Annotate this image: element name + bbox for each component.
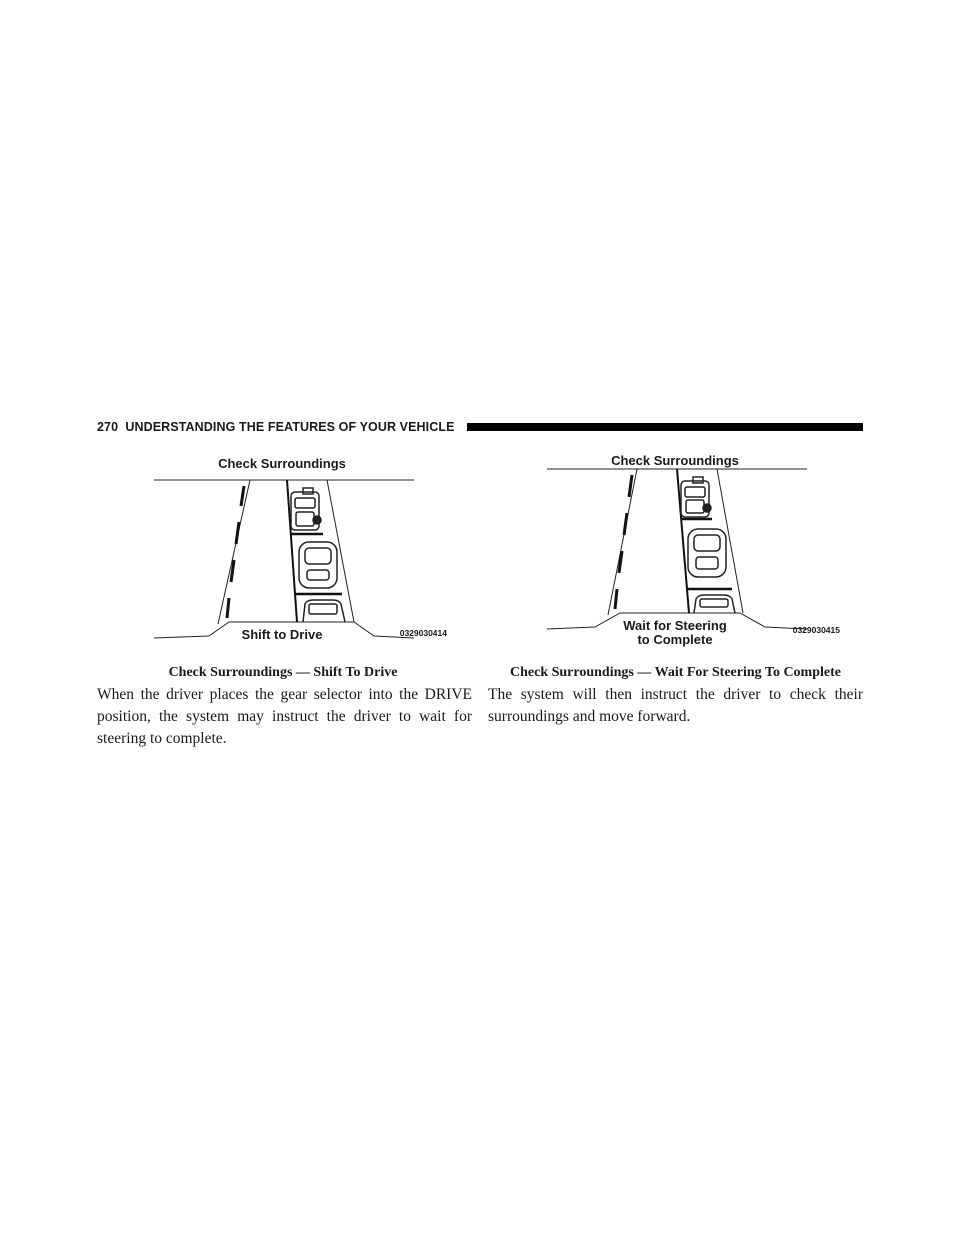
figure-title: Check Surroundings <box>611 453 739 468</box>
running-header <box>97 418 455 436</box>
figure-title: Check Surroundings <box>218 456 346 471</box>
parking-illustration-right <box>540 449 840 645</box>
car-icon <box>299 542 337 588</box>
figure-wait-for-steering <box>540 449 840 645</box>
figure-code: 0329030414 <box>399 628 447 638</box>
figure-code: 0329030415 <box>792 625 840 635</box>
figure-label-line1: Wait for Steering <box>623 618 727 633</box>
figure-shift-to-drive <box>147 452 447 648</box>
page-number: 270 <box>97 420 119 434</box>
parking-illustration-left <box>147 452 447 648</box>
car-icon-rear <box>694 595 735 613</box>
paragraph-right: The system will then instruct the driver to check their surroundings and move forward. <box>488 686 863 725</box>
figure-label: Shift to Drive <box>241 627 323 642</box>
figure-caption-left: Check Surroundings — Shift To Drive <box>168 665 398 680</box>
car-icon <box>688 529 726 577</box>
page-header <box>97 418 863 436</box>
section-title: UNDERSTANDING THE FEATURES OF YOUR VEHICLE <box>125 420 455 434</box>
figure-label-line2: to Complete <box>637 632 713 647</box>
car-icon-rear <box>303 600 345 622</box>
vehicle-icon <box>681 477 711 517</box>
header-rule <box>467 423 863 431</box>
figure-caption-right: Check Surroundings — Wait For Steering To Complete <box>510 665 841 680</box>
vehicle-icon <box>291 488 321 530</box>
paragraph-left: When the driver places the gear selector into the DRIVE position, the system may instruct the driver to wait for steering to complete. <box>97 686 472 747</box>
